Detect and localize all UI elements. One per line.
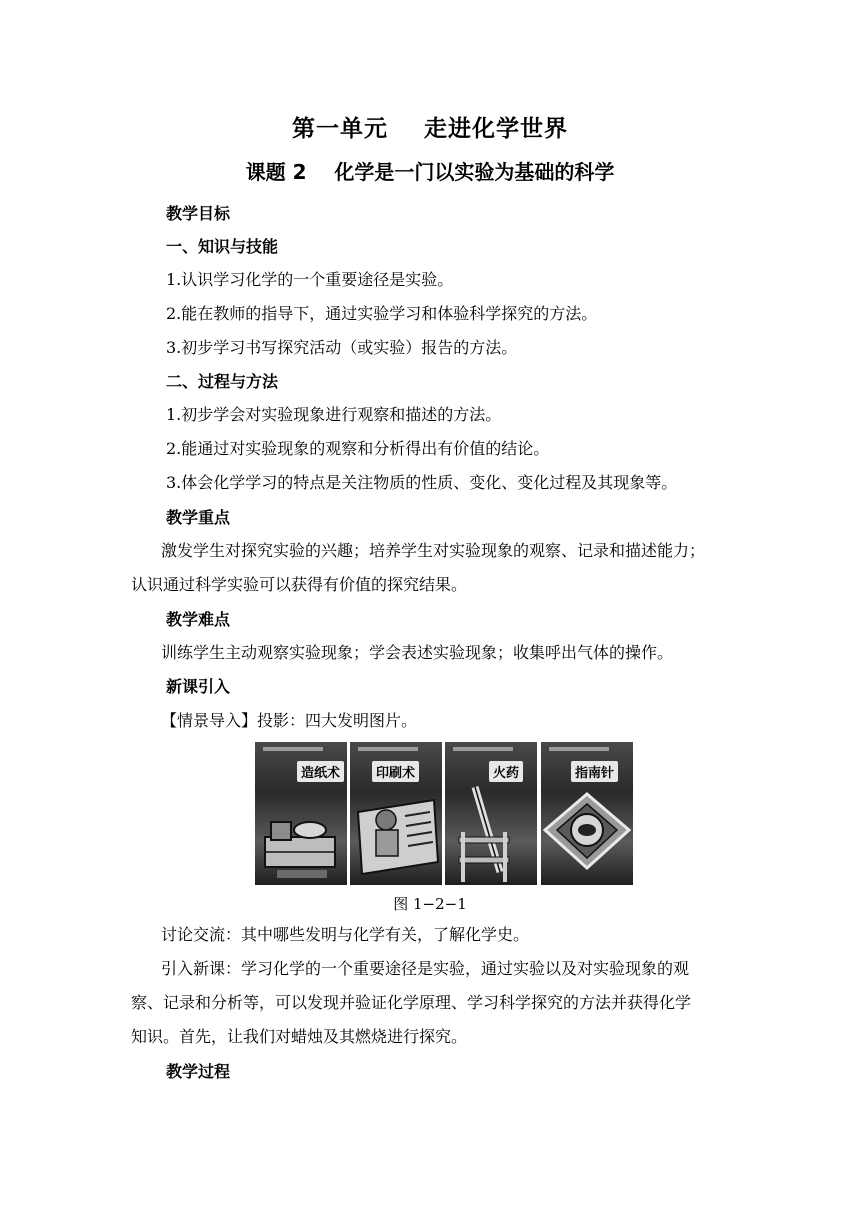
knowledge-item: 2.能在教师的指导下，通过实验学习和体验科学探究的方法。 bbox=[166, 304, 598, 323]
papermaking-image bbox=[255, 742, 347, 885]
papermaking-label: 造纸术 bbox=[297, 761, 344, 782]
key-points-heading: 教学重点 bbox=[166, 508, 231, 527]
difficulty-heading: 教学难点 bbox=[166, 610, 231, 629]
intro-heading: 新课引入 bbox=[166, 677, 231, 696]
key-points-text: 认识通过科学实验可以获得有价值的探究结果。 bbox=[131, 575, 468, 594]
difficulty-text: 训练学生主动观察实验现象；学会表述实验现象；收集呼出气体的操作。 bbox=[161, 643, 674, 662]
new-lesson-text: 知识。首先，让我们对蜡烛及其燃烧进行探究。 bbox=[131, 1027, 468, 1046]
scene-text: 【情景导入】投影：四大发明图片。 bbox=[161, 711, 418, 730]
knowledge-item: 1.认识学习化学的一个重要途径是实验。 bbox=[166, 270, 454, 289]
new-lesson-text: 引入新课：学习化学的一个重要途径是实验，通过实验以及对实验现象的观 bbox=[161, 959, 690, 978]
compass-image bbox=[541, 742, 633, 885]
compass-label: 指南针 bbox=[571, 761, 618, 782]
new-lesson-text: 察、记录和分析等，可以发现并验证化学原理、学习科学探究的方法并获得化学 bbox=[131, 993, 692, 1012]
lesson-title: 课题 2 化学是一门以实验为基础的科学 bbox=[245, 160, 615, 184]
teaching-process-heading: 教学过程 bbox=[166, 1062, 231, 1081]
knowledge-item: 3.初步学习书写探究活动（或实验）报告的方法。 bbox=[166, 338, 518, 357]
process-item: 2.能通过对实验现象的观察和分析得出有价值的结论。 bbox=[166, 439, 550, 458]
printing-label: 印刷术 bbox=[372, 761, 419, 782]
knowledge-heading: 一、知识与技能 bbox=[166, 237, 279, 256]
unit-title: 第一单元 走进化学世界 bbox=[291, 116, 569, 142]
figure-caption: 图 1−2−1 bbox=[393, 895, 467, 913]
process-item: 1.初步学会对实验现象进行观察和描述的方法。 bbox=[166, 405, 502, 424]
gunpowder-label: 火药 bbox=[489, 761, 523, 782]
discussion-text: 讨论交流：其中哪些发明与化学有关，了解化学史。 bbox=[161, 925, 530, 944]
process-heading: 二、过程与方法 bbox=[166, 372, 279, 391]
gunpowder-image bbox=[445, 742, 537, 885]
four-inventions-figure bbox=[255, 742, 635, 885]
key-points-text: 激发学生对探究实验的兴趣；培养学生对实验现象的观察、记录和描述能力； bbox=[161, 541, 706, 560]
objectives-heading: 教学目标 bbox=[166, 204, 231, 223]
process-item: 3.体会化学学习的特点是关注物质的性质、变化、变化过程及其现象等。 bbox=[166, 473, 678, 492]
printing-image bbox=[350, 742, 442, 885]
